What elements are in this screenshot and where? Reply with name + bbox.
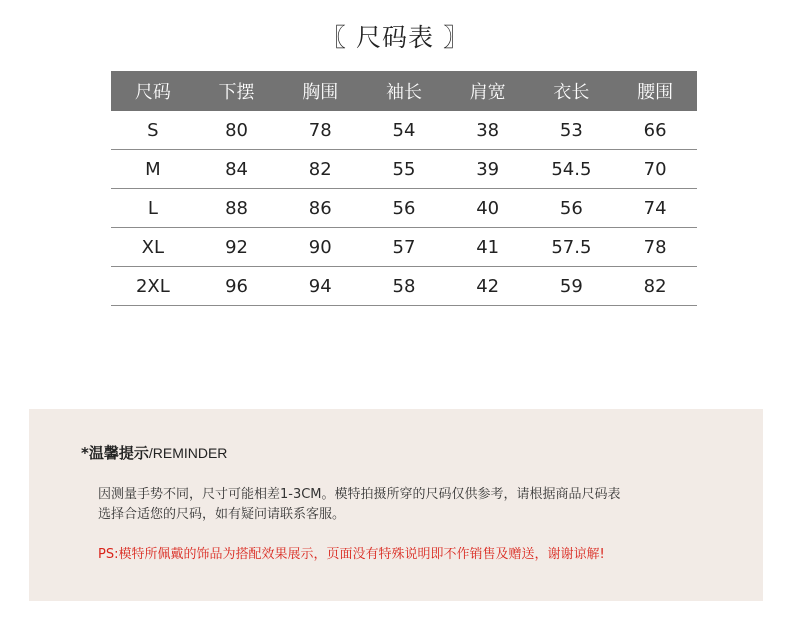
column-header-shoulder: 肩宽 (446, 71, 530, 111)
table-cell: 96 (195, 267, 279, 306)
table-cell: 92 (195, 228, 279, 267)
table-cell: 74 (613, 189, 697, 228)
reminder-ps-note: PS:模特所佩戴的饰品为搭配效果展示，页面没有特殊说明即不作销售及赠送，谢谢谅解! (98, 547, 605, 562)
table-cell: 84 (195, 150, 279, 189)
column-header-sleeve: 袖长 (362, 71, 446, 111)
table-cell: S (111, 111, 195, 150)
column-header-size: 尺码 (111, 71, 195, 111)
table-cell: 53 (530, 111, 614, 150)
table-header-row (111, 71, 697, 111)
table-cell: 57 (362, 228, 446, 267)
table-cell: 80 (195, 111, 279, 150)
column-header-waist: 腰围 (613, 71, 697, 111)
table-cell: 59 (530, 267, 614, 306)
table-cell: 55 (362, 150, 446, 189)
table-cell: 82 (613, 267, 697, 306)
table-row (111, 150, 697, 189)
table-cell: 54 (362, 111, 446, 150)
table-cell: 94 (278, 267, 362, 306)
table-cell: 38 (446, 111, 530, 150)
table-cell: 88 (195, 189, 279, 228)
table-cell: 40 (446, 189, 530, 228)
reminder-line-1: 因测量手势不同，尺寸可能相差1-3CM。模特拍摄所穿的尺码仅供参考，请根据商品尺码表 (98, 487, 621, 502)
table-cell: 56 (530, 189, 614, 228)
table-cell: 2XL (111, 267, 195, 306)
table-cell: 42 (446, 267, 530, 306)
size-chart-table (111, 71, 697, 306)
table-row (111, 189, 697, 228)
table-cell: XL (111, 228, 195, 267)
table-row (111, 267, 697, 306)
page-title: 〖 尺码表 〗 (321, 23, 469, 52)
table-cell: 39 (446, 150, 530, 189)
table-cell: 78 (278, 111, 362, 150)
column-header-chest: 胸围 (278, 71, 362, 111)
table-cell: 56 (362, 189, 446, 228)
reminder-heading-cn: *温馨提示 (81, 444, 149, 462)
table-cell: 90 (278, 228, 362, 267)
column-header-hem: 下摆 (195, 71, 279, 111)
reminder-heading (81, 442, 227, 463)
table-row (111, 228, 697, 267)
table-cell: 57.5 (530, 228, 614, 267)
reminder-text (98, 485, 738, 525)
reminder-heading-en: /REMINDER (148, 445, 228, 461)
table-row (111, 111, 697, 150)
table-cell: 86 (278, 189, 362, 228)
table-cell: 78 (613, 228, 697, 267)
reminder-panel (29, 409, 763, 601)
table-cell: 70 (613, 150, 697, 189)
table-cell: 41 (446, 228, 530, 267)
table-cell: 66 (613, 111, 697, 150)
reminder-line-2: 选择合适您的尺码，如有疑问请联系客服。 (98, 507, 346, 522)
table-cell: 82 (278, 150, 362, 189)
column-header-length: 衣长 (530, 71, 614, 111)
table-cell: L (111, 189, 195, 228)
table-cell: 54.5 (530, 150, 614, 189)
table-cell: M (111, 150, 195, 189)
table-cell: 58 (362, 267, 446, 306)
